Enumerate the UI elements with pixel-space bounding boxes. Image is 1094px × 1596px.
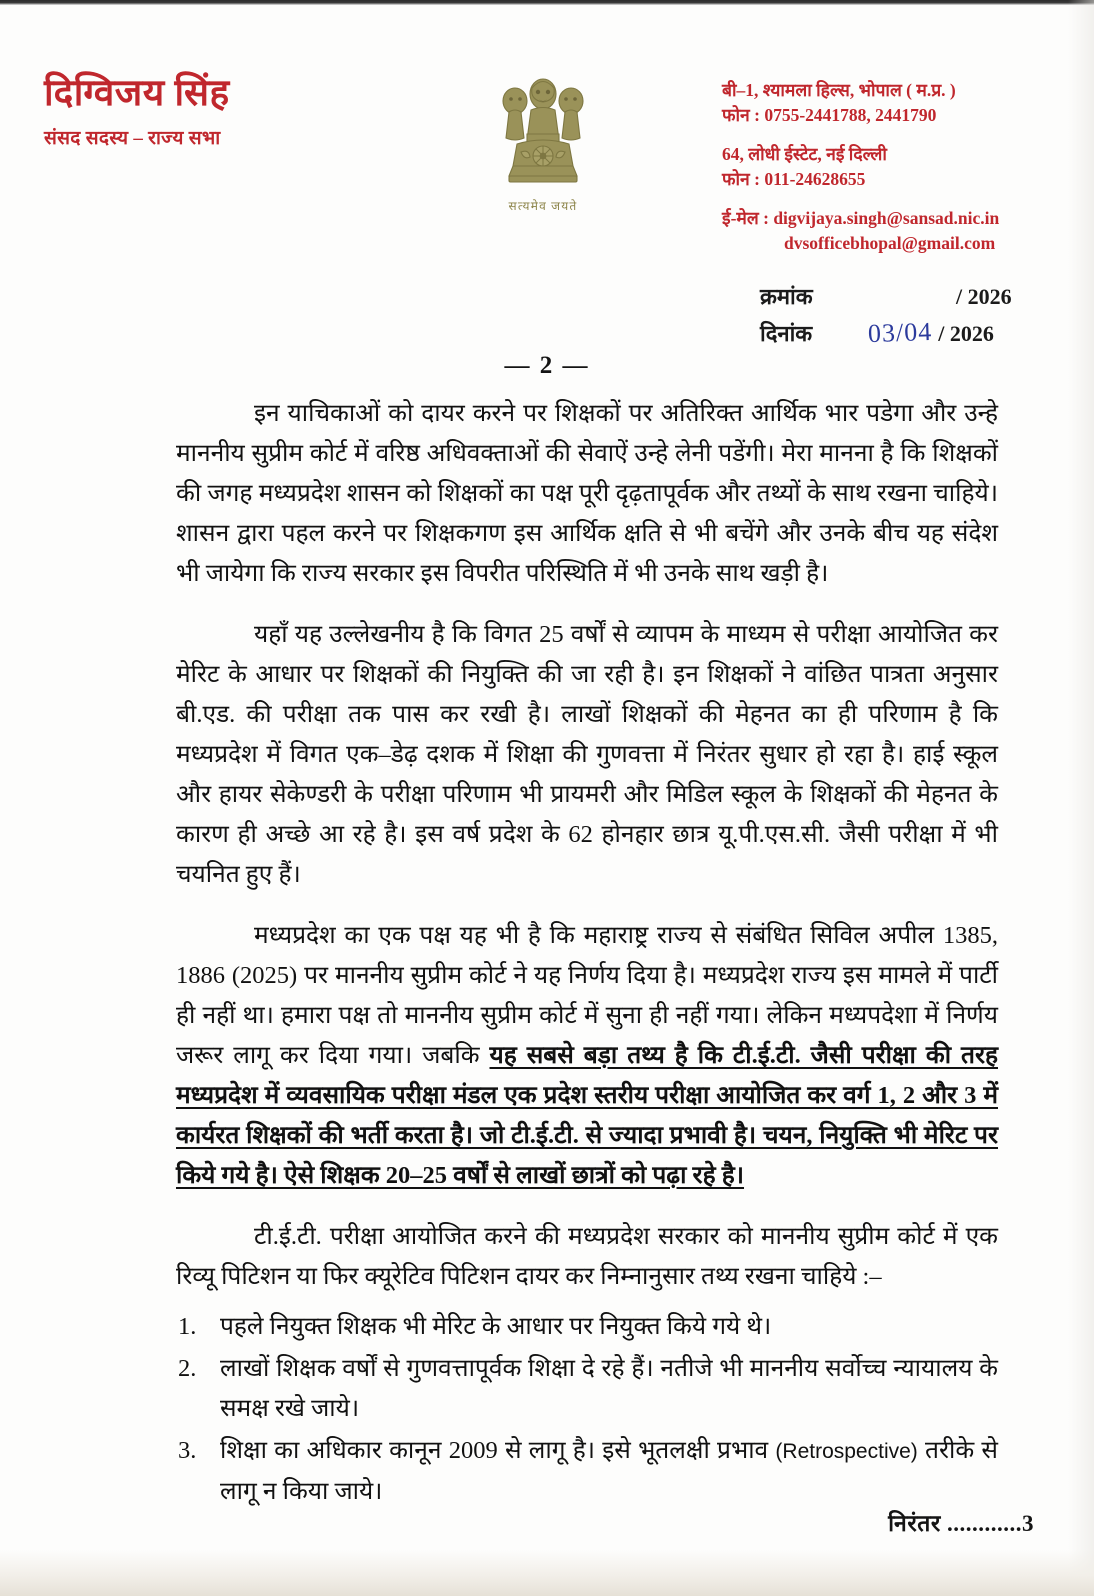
scan-top-edge [0,0,1094,5]
list-item-text-before: शिक्षा का अधिकार कानून 2009 से लागू है। इसे भूतलक्षी प्रभाव [220,1437,776,1464]
paragraph-3-underlined-emphasis: यह सबसे बड़ा तथ्य है कि टी.ई.टी. जैसी परीक्षा की तरह मध्यप्रदेश में व्यवसायिक परीक्षा मंडल एक प्रदेश स्तरीय परीक्षा आयोजित कर वर्ग 1, 2 और 3 में कार्यरत शिक्षकों की भर्ती करता है। जो टी.ई.टी. से ज्यादा प्रभावी है। चयन, नियुक्ति भी मेरिट पर किये गये है। ऐसे शिक्षक 20–25 वर्षों से लाखों छात्रों को पढ़ा रहे है। [176,1042,998,1189]
emblem-motto: सत्यमेव जयते [508,199,578,213]
delhi-address: 64, लोधी ईस्टेट, नई दिल्ली [722,143,887,164]
list-item-number: 3. [178,1437,197,1464]
paragraph-1: इन याचिकाओं को दायर करने पर शिक्षकों पर अतिरिक्त आर्थिक भार पडेगा और उन्हे माननीय सुप्रीम कोर्ट में वरिष्ठ अधिवक्ताओं की सेवाऐं उन्हे लेनी पडेंगी। मेरा मानना है कि शिक्षकों की जगह मध्यप्रदेश शासन को शिक्षकों का पक्ष पूरी दृढ़तापूर्वक और तथ्यों के साथ रखना चाहिये। शासन द्वारा पहल करने पर शिक्षकगण इस आर्थिक क्षति से भी बचेंगे और उनके बीच यह संदेश भी जायेगा कि राज्य सरकार इस विपरीत परिस्थिति में भी उनके साथ खड़ी है। [176,400,998,587]
national-emblem [478,68,608,214]
list-item-text: लाखों शिक्षक वर्षों से गुणवत्तापूर्वक शिक्षा दे रहे हैं। नतीजे भी माननीय सर्वोच्च न्यायालय के समक्ष रखे जाये। [220,1355,998,1422]
email-primary: digvijaya.singh@sansad.nic.in [773,207,1000,228]
paragraph-2: यहाँ यह उल्लेखनीय है कि विगत 25 वर्षों से व्यापम के माध्यम से परीक्षा आयोजित कर मेरिट के आधार पर शिक्षकों की नियुक्ति की जा रही है। इन शिक्षकों ने वांछित पात्रता अनुसार बी.एड. की परीक्षा तक पास कर रखी है। लाखों शिक्षकों की मेहनत का ही परिणाम है कि मध्यप्रदेश में विगत एक–डेढ़ दशक में शिक्षा की गुणवत्ता में निरंतर सुधार हो रहा है। हाई स्कूल और हायर सेकेण्डरी के परीक्षा परिणाम भी प्रायमरी और मिडिल स्कूल के शिक्षकों की मेहनत के कारण ही अच्छे आ रहे है। इस वर्ष प्रदेश के 62 होनहार छात्र यू.पी.एस.सी. जैसी परीक्षा में भी चयनित हुए हैं। [176,621,998,888]
bhopal-phone: फोन : 0755-2441788, 2441790 [722,105,937,126]
letter-body [176,394,998,1514]
sender-contact-block [722,78,1072,256]
email-group [722,206,1072,257]
sender-designation: संसद सदस्य – राज्य सभा [44,127,221,149]
email-label: ई-मेल : [722,207,774,228]
letterhead [0,62,1094,272]
list-item-text-after: तरीके से लागू न किया जाये। [220,1437,998,1505]
list-item-number: 1. [178,1313,197,1340]
continuation-note: निरंतर ............3 [888,1511,1034,1536]
page-number: — 2 — [504,352,590,379]
sender-name: दिग्विजय सिंह [44,73,230,114]
bhopal-address-group [722,78,1072,129]
paragraph-4: टी.ई.टी. परीक्षा आयोजित करने की मध्यप्रदेश सरकार को माननीय सुप्रीम कोर्ट में एक रिव्यू पिटिशन या फिर क्यूरेटिव पिटिशन दायर कर निम्नानुसार तथ्य रखना चाहिये :– [176,1223,998,1290]
email-secondary: dvsofficebhopal@gmail.com [784,232,996,253]
scan-bottom-edge [0,1550,1094,1596]
sender-identity [44,74,230,150]
facts-list [176,1307,998,1512]
reference-date-label: दिनांक [760,321,813,346]
reference-date-row [760,318,1060,348]
list-item-text [220,1437,998,1505]
reference-date-year: / 2026 [938,321,994,346]
paragraph-3-plain-text: मध्यप्रदेश का एक पक्ष यह भी है कि महाराष्ट्र राज्य से संबंधित सिविल अपील 1385, 1886 (2025) पर माननीय सुप्रीम कोर्ट ने यह निर्णय दिया है। मध्यप्रदेश राज्य इस मामले में पार्टी ही नहीं था। हमारा पक्ष तो माननीय सुप्रीम कोर्ट में सुना ही नहीं गया। लेकिन मध्यपदेशा में निर्णय जरूर लागू कर दिया गया। जबकि [176,922,998,1069]
reference-number-label: क्रमांक [760,284,813,309]
reference-number-year: / 2026 [956,284,1012,309]
delhi-phone: फोन : 011-24628655 [722,169,866,190]
list-item-latin-term: (Retrospective) [775,1440,918,1463]
list-item-number: 2. [178,1355,197,1382]
bhopal-address: बी–1, श्यामला हिल्स, भोपाल ( म.प्र. ) [722,80,956,100]
reference-date-handwritten-value[interactable]: 03/04 [867,316,933,349]
reference-number-row [760,281,1060,311]
reference-block [760,281,1060,355]
list-item [176,1349,998,1429]
list-item [176,1431,998,1512]
list-item-text: पहले नियुक्त शिक्षक भी मेरिट के आधार पर नियुक्त किये गये थे। [220,1313,772,1340]
list-item [176,1307,998,1347]
email-line-1 [722,206,1072,231]
delhi-address-group [722,142,1072,193]
paragraph-3 [176,916,998,1196]
ashoka-lion-capital-icon [487,68,599,196]
